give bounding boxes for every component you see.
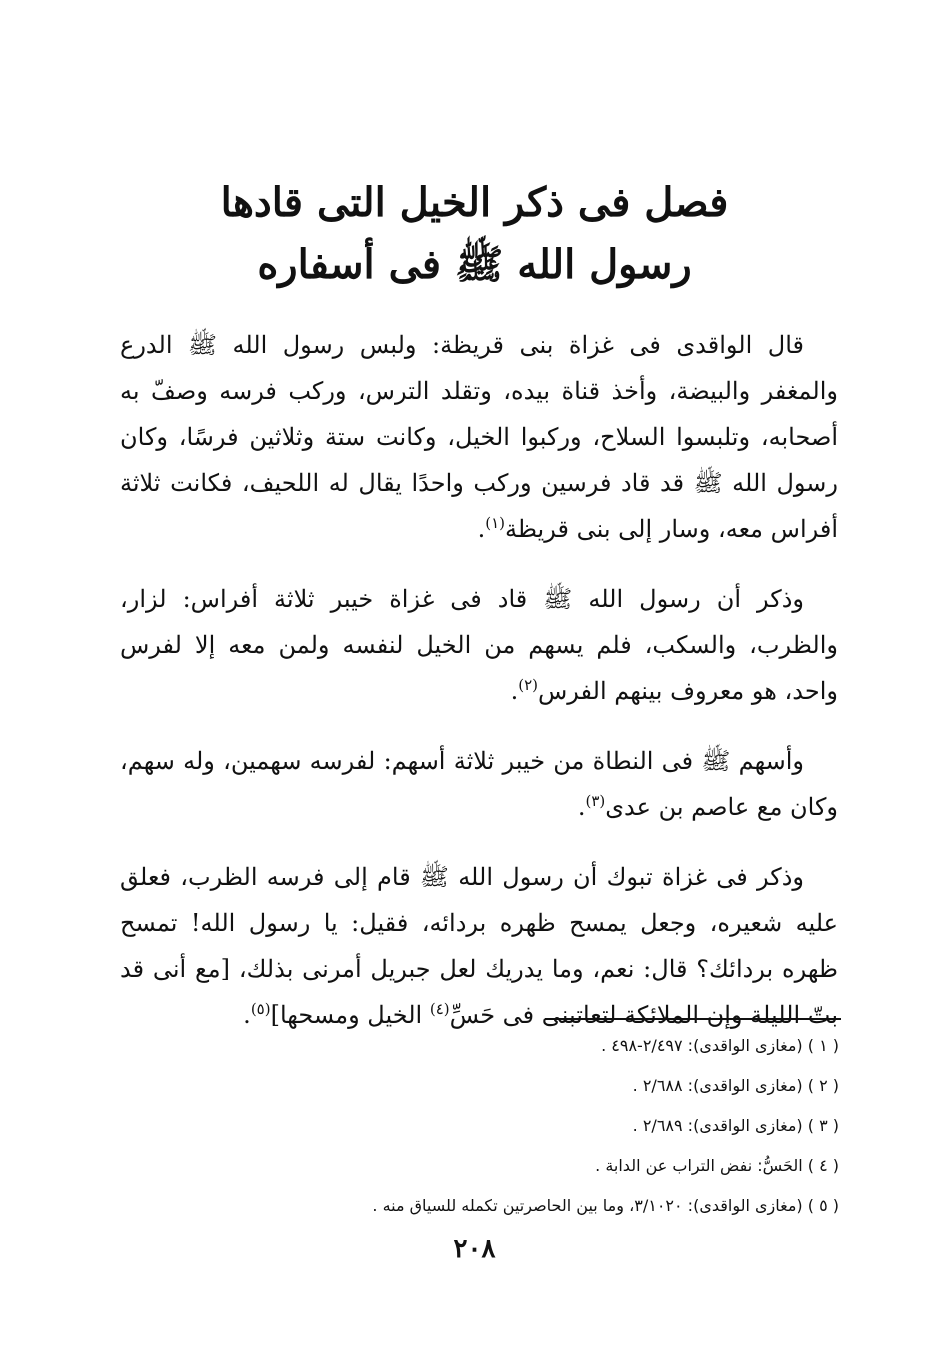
footnote: ( ١ ) (مغازى الواقدى): ٢/٤٩٧-٤٩٨ . <box>601 1036 839 1055</box>
footnote: ( ٤ ) الحَسُّ: نفض التراب عن الدابة . <box>595 1156 839 1175</box>
page-number: ٢٠٨ <box>453 1234 496 1264</box>
chapter-title-line-2: رسول الله ﷺ فى أسفاره <box>257 241 692 288</box>
footnote-ref: (٣) <box>585 792 606 810</box>
paragraph-end: . <box>510 677 519 705</box>
paragraph-end: . <box>477 515 486 543</box>
footnote-ref: (٢) <box>518 676 538 694</box>
paragraph-text: وذكر أن رسول الله ﷺ قاد فى غزاة خيبر ثلاثة أفراس: لزار، والظرب، والسكب، فلم يسهم من الخيل لنفسه ولمن معه إلا لفرس واحد، هو معروف بينهم الفرس <box>120 585 838 705</box>
body-text <box>120 322 838 1062</box>
footnote: ( ٢ ) (مغازى الواقدى): ٢/٦٨٨ . <box>632 1076 839 1095</box>
paragraph <box>120 322 838 552</box>
chapter-title <box>0 172 949 296</box>
paragraph <box>120 576 838 714</box>
paragraph <box>120 738 838 830</box>
paragraph-end: . <box>243 1001 251 1029</box>
paragraph-text: وأسهم ﷺ فى النطاة من خيبر ثلاثة أسهم: لفرسه سهمين، وله سهم، وكان مع عاصم بن عدى <box>120 747 838 821</box>
paragraph-text: وذكر فى غزاة تبوك أن رسول الله ﷺ قام إلى فرسه الظرب، فعلق عليه شعيره، وجعل يمسح ظهره بردائه، فقيل: يا رسول الله! تمسح ظهره بردائك؟ قال: نعم، وما يدريك لعل جبريل أمرنى بذلك، [مع أنى قد بتّ الليلة وإن الملائكة لتعاتبنى فى حَسِّ <box>120 863 838 1029</box>
footnote-ref: (٤) <box>429 1000 450 1018</box>
footnote-ref: (٥) <box>250 1000 271 1018</box>
footnote: ( ٥ ) (مغازى الواقدى): ٣/١٠٢٠، وما بين الحاصرتين تكمله للسياق منه . <box>372 1196 839 1215</box>
paragraph-text-continued: الخيل ومسحها] <box>270 1001 430 1029</box>
footnote-divider <box>545 1018 841 1020</box>
footnote: ( ٣ ) (مغازى الواقدى): ٢/٦٨٩ . <box>632 1116 839 1135</box>
chapter-title-line-1: فصل فى ذكر الخيل التى قادها <box>220 179 729 226</box>
paragraph-text: قال الواقدى فى غزاة بنى قريظة: ولبس رسول الله ﷺ الدرع والمغفر والبيضة، وأخذ قناة بيده، وتقلد الترس، وركب فرسه وصفّ به أصحابه، وتلبسوا السلاح، وركبوا الخيل، وكانت ستة وثلاثين فرسًا، وكان رسول الله ﷺ قد قاد فرسين وركب واحدًا يقال له اللحيف، فكانت ثلاثة أفراس معه، وسار إلى بنى قريظة <box>120 331 838 543</box>
footnote-ref: (١) <box>485 514 505 532</box>
footnotes <box>239 1026 839 1226</box>
paragraph <box>120 854 838 1038</box>
paragraph-end: . <box>577 793 586 821</box>
